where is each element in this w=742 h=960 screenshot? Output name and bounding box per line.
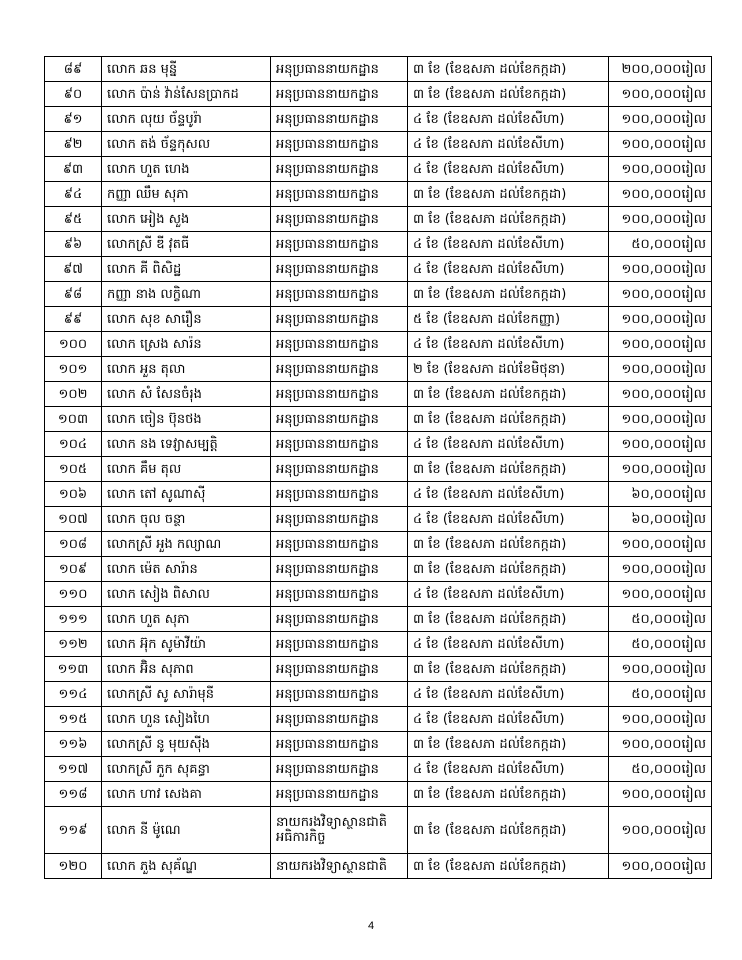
row-number: ៩៥: [45, 207, 102, 232]
duration: ៤ ខែ (ខែឧសភា ដល់ខែសីហា): [408, 507, 609, 532]
duration: ៣ ខែ (ខែឧសភា ដល់ខែកក្កដា): [408, 532, 609, 557]
amount: ១០០,០០០រៀល: [609, 257, 712, 282]
row-number: ១០៥: [45, 457, 102, 482]
duration: ៣ ខែ (ខែឧសភា ដល់ខែកក្កដា): [408, 854, 609, 879]
table-body: [45, 57, 712, 879]
table-row: [45, 457, 712, 482]
position-title: នាយករងវិទ្យាស្ថានជាតិ: [271, 854, 408, 879]
duration: ៤ ខែ (ខែឧសភា ដល់ខែសីហា): [408, 332, 609, 357]
row-number: ១១៨: [45, 782, 102, 807]
person-name: លោក គី ពិសិដ្ឋ: [102, 257, 271, 282]
person-name: លោក សៀង ពិសាល: [102, 582, 271, 607]
person-name: លោក សំ សែនចំរុង: [102, 382, 271, 407]
row-number: ១០៧: [45, 507, 102, 532]
amount: ៥០,០០០រៀល: [609, 232, 712, 257]
table-row: [45, 332, 712, 357]
row-number: ១១២: [45, 632, 102, 657]
person-name: លោក នី ម៉ូណេ: [102, 807, 271, 854]
amount: ២០០,០០០រៀល: [609, 57, 712, 82]
row-number: ៩៧: [45, 257, 102, 282]
table-row: [45, 432, 712, 457]
table-row: [45, 782, 712, 807]
person-name: កញ្ញា ឈឹម សុភា: [102, 182, 271, 207]
duration: ៣ ខែ (ខែឧសភា ដល់ខែកក្កដា): [408, 382, 609, 407]
table-row: [45, 57, 712, 82]
duration: ៣ ខែ (ខែឧសភា ដល់ខែកក្កដា): [408, 82, 609, 107]
person-name: កញ្ញា នាង លក្ខិណា: [102, 282, 271, 307]
table-row: [45, 207, 712, 232]
person-name: លោក នង ទេវ្យាសម្បត្តិ: [102, 432, 271, 457]
amount: ១០០,០០០រៀល: [609, 357, 712, 382]
position-title: អនុប្រធាននាយកដ្ឋាន: [271, 632, 408, 657]
allowance-table: [44, 56, 712, 879]
amount: ៥០,០០០រៀល: [609, 607, 712, 632]
amount: ១០០,០០០រៀល: [609, 807, 712, 854]
row-number: ១០៨: [45, 532, 102, 557]
row-number: ១១៧: [45, 757, 102, 782]
person-name: លោកស្រី អួង កល្យាណ: [102, 532, 271, 557]
duration: ៣ ខែ (ខែឧសភា ដល់ខែកក្កដា): [408, 407, 609, 432]
person-name: លោក ចៀន ប៊ុនថង: [102, 407, 271, 432]
table-row: [45, 132, 712, 157]
position-title: អនុប្រធាននាយកដ្ឋាន: [271, 657, 408, 682]
position-title: អនុប្រធាននាយកដ្ឋាន: [271, 607, 408, 632]
amount: ៦០,០០០រៀល: [609, 482, 712, 507]
amount: ១០០,០០០រៀល: [609, 382, 712, 407]
person-name: លោក អៀង សួង: [102, 207, 271, 232]
amount: ១០០,០០០រៀល: [609, 307, 712, 332]
row-number: ១០៩: [45, 557, 102, 582]
person-name: លោក ចុល ចន្ថា: [102, 507, 271, 532]
amount: ១០០,០០០រៀល: [609, 207, 712, 232]
row-number: ៩៣: [45, 157, 102, 182]
position-title: អនុប្រធាននាយកដ្ឋាន: [271, 557, 408, 582]
row-number: ១១០: [45, 582, 102, 607]
amount: ១០០,០០០រៀល: [609, 532, 712, 557]
person-name: លោកស្រី សូ សារ៉ាមុនី: [102, 682, 271, 707]
amount: ១០០,០០០រៀល: [609, 182, 712, 207]
duration: ៤ ខែ (ខែឧសភា ដល់ខែសីហា): [408, 757, 609, 782]
position-title: អនុប្រធាននាយកដ្ឋាន: [271, 157, 408, 182]
duration: ៤ ខែ (ខែឧសភា ដល់ខែសីហា): [408, 107, 609, 132]
row-number: ១០៤: [45, 432, 102, 457]
duration: ៣ ខែ (ខែឧសភា ដល់ខែកក្កដា): [408, 807, 609, 854]
amount: ១០០,០០០រៀល: [609, 854, 712, 879]
position-title: អនុប្រធាននាយកដ្ឋាន: [271, 757, 408, 782]
person-name: លោក ហាវ សេងគា: [102, 782, 271, 807]
table-row: [45, 657, 712, 682]
table-row: [45, 732, 712, 757]
position-title: អនុប្រធាននាយកដ្ឋាន: [271, 307, 408, 332]
duration: ៤ ខែ (ខែឧសភា ដល់ខែសីហា): [408, 707, 609, 732]
duration: ៤ ខែ (ខែឧសភា ដល់ខែសីហា): [408, 157, 609, 182]
table-row: [45, 854, 712, 879]
page-number: 4: [367, 920, 375, 932]
row-number: ៩៩: [45, 307, 102, 332]
row-number: ១១៦: [45, 732, 102, 757]
table-row: [45, 307, 712, 332]
position-title: អនុប្រធាននាយកដ្ឋាន: [271, 582, 408, 607]
amount: ៥០,០០០រៀល: [609, 757, 712, 782]
position-title: អនុប្រធាននាយកដ្ឋាន: [271, 382, 408, 407]
duration: ៤ ខែ (ខែឧសភា ដល់ខែសីហា): [408, 432, 609, 457]
position-title: អនុប្រធាននាយកដ្ឋាន: [271, 482, 408, 507]
amount: ១០០,០០០រៀល: [609, 432, 712, 457]
duration: ៤ ខែ (ខែឧសភា ដល់ខែសីហា): [408, 232, 609, 257]
table-row: [45, 407, 712, 432]
person-name: លោក ស្រេង សារ៉ន: [102, 332, 271, 357]
row-number: ៩៨: [45, 282, 102, 307]
table-row: [45, 707, 712, 732]
person-name: លោក តង់ ច័ន្ទកុសល: [102, 132, 271, 157]
duration: ៣ ខែ (ខែឧសភា ដល់ខែកក្កដា): [408, 657, 609, 682]
person-name: លោក ហួត ហេង: [102, 157, 271, 182]
position-title: អនុប្រធាននាយកដ្ឋាន: [271, 132, 408, 157]
row-number: ៩៤: [45, 182, 102, 207]
table-row: [45, 357, 712, 382]
position-title: អនុប្រធាននាយកដ្ឋាន: [271, 282, 408, 307]
row-number: ១១៩: [45, 807, 102, 854]
person-name: លោក អ៊ុក សូម៉ាវីយ៉ា: [102, 632, 271, 657]
table-row: [45, 757, 712, 782]
amount: ១០០,០០០រៀល: [609, 332, 712, 357]
duration: ៣ ខែ (ខែឧសភា ដល់ខែកក្កដា): [408, 557, 609, 582]
duration: ៥ ខែ (ខែឧសភា ដល់ខែកញ្ញា): [408, 307, 609, 332]
person-name: លោក គឹម តុល: [102, 457, 271, 482]
amount: ១០០,០០០រៀល: [609, 707, 712, 732]
duration: ៣ ខែ (ខែឧសភា ដល់ខែកក្កដា): [408, 207, 609, 232]
row-number: ១១៤: [45, 682, 102, 707]
person-name: លោក ម៉េត សារ៉ាន: [102, 557, 271, 582]
duration: ៣ ខែ (ខែឧសភា ដល់ខែកក្កដា): [408, 457, 609, 482]
table-row: [45, 807, 712, 854]
person-name: លោក សុខ សារឿន: [102, 307, 271, 332]
position-title: អនុប្រធាននាយកដ្ឋាន: [271, 457, 408, 482]
position-title: អនុប្រធាននាយកដ្ឋាន: [271, 357, 408, 382]
position-title: អនុប្រធាននាយកដ្ឋាន: [271, 82, 408, 107]
table-row: [45, 182, 712, 207]
row-number: ៩០: [45, 82, 102, 107]
table-row: [45, 82, 712, 107]
table-row: [45, 557, 712, 582]
position-title: អនុប្រធាននាយកដ្ឋាន: [271, 707, 408, 732]
position-title: អនុប្រធាននាយកដ្ឋាន: [271, 507, 408, 532]
table-row: [45, 232, 712, 257]
duration: ៤ ខែ (ខែឧសភា ដល់ខែសីហា): [408, 482, 609, 507]
amount: ១០០,០០០រៀល: [609, 732, 712, 757]
person-name: លោក តៅ សូណាស៊ី: [102, 482, 271, 507]
duration: ២ ខែ (ខែឧសភា ដល់ខែមិថុនា): [408, 357, 609, 382]
amount: ១០០,០០០រៀល: [609, 407, 712, 432]
person-name: លោក អ៊ិន សុភាព: [102, 657, 271, 682]
amount: ១០០,០០០រៀល: [609, 157, 712, 182]
table-row: [45, 507, 712, 532]
row-number: ១២០: [45, 854, 102, 879]
amount: ១០០,០០០រៀល: [609, 82, 712, 107]
row-number: ១០៣: [45, 407, 102, 432]
table-row: [45, 282, 712, 307]
position-title: នាយករងវិទ្យាស្ថានជាតិ អធិការកិច្ច: [271, 807, 408, 854]
person-name: លោក ប៉ាន់ វ៉ាន់សែនប្រាកដ: [102, 82, 271, 107]
amount: ១០០,០០០រៀល: [609, 582, 712, 607]
position-title: អនុប្រធាននាយកដ្ឋាន: [271, 532, 408, 557]
position-title: អនុប្រធាននាយកដ្ឋាន: [271, 732, 408, 757]
amount: ១០០,០០០រៀល: [609, 657, 712, 682]
position-title: អនុប្រធាននាយកដ្ឋាន: [271, 407, 408, 432]
amount: ១០០,០០០រៀល: [609, 107, 712, 132]
person-name: លោក ហួត សុភា: [102, 607, 271, 632]
position-title: អនុប្រធាននាយកដ្ឋាន: [271, 257, 408, 282]
table-row: [45, 632, 712, 657]
row-number: ១១១: [45, 607, 102, 632]
position-title: អនុប្រធាននាយកដ្ឋាន: [271, 682, 408, 707]
duration: ៣ ខែ (ខែឧសភា ដល់ខែកក្កដា): [408, 607, 609, 632]
row-number: ៩២: [45, 132, 102, 157]
position-title: អនុប្រធាននាយកដ្ឋាន: [271, 182, 408, 207]
person-name: លោក ឆន មុន្នី: [102, 57, 271, 82]
row-number: ៨៩: [45, 57, 102, 82]
duration: ៤ ខែ (ខែឧសភា ដល់ខែសីហា): [408, 682, 609, 707]
amount: ១០០,០០០រៀល: [609, 782, 712, 807]
person-name: លោក លុយ ច័ន្ទបូរ៉ា: [102, 107, 271, 132]
row-number: ៩១: [45, 107, 102, 132]
amount: ១០០,០០០រៀល: [609, 557, 712, 582]
table-row: [45, 582, 712, 607]
amount: ៦០,០០០រៀល: [609, 507, 712, 532]
table-row: [45, 682, 712, 707]
position-title: អនុប្រធាននាយកដ្ឋាន: [271, 332, 408, 357]
row-number: ១០២: [45, 382, 102, 407]
person-name: លោក ភួង សុគ័ណ្ឌ: [102, 854, 271, 879]
position-title: អនុប្រធាននាយកដ្ឋាន: [271, 782, 408, 807]
table-row: [45, 532, 712, 557]
row-number: ១០០: [45, 332, 102, 357]
table-row: [45, 382, 712, 407]
table-row: [45, 107, 712, 132]
table-row: [45, 482, 712, 507]
amount: ១០០,០០០រៀល: [609, 132, 712, 157]
position-title: អនុប្រធាននាយកដ្ឋាន: [271, 432, 408, 457]
amount: ៥០,០០០រៀល: [609, 682, 712, 707]
amount: ៥០,០០០រៀល: [609, 632, 712, 657]
table-row: [45, 157, 712, 182]
position-title: អនុប្រធាននាយកដ្ឋាន: [271, 57, 408, 82]
person-name: លោកស្រី ឌី វុតធី: [102, 232, 271, 257]
person-name: លោក អួន តុលា: [102, 357, 271, 382]
row-number: ៩៦: [45, 232, 102, 257]
duration: ៣ ខែ (ខែឧសភា ដល់ខែកក្កដា): [408, 182, 609, 207]
duration: ៣ ខែ (ខែឧសភា ដល់ខែកក្កដា): [408, 782, 609, 807]
duration: ៣ ខែ (ខែឧសភា ដល់ខែកក្កដា): [408, 282, 609, 307]
duration: ៤ ខែ (ខែឧសភា ដល់ខែសីហា): [408, 582, 609, 607]
row-number: ១១៣: [45, 657, 102, 682]
person-name: លោកស្រី ភួក សុគន្ធា: [102, 757, 271, 782]
row-number: ១០១: [45, 357, 102, 382]
duration: ៤ ខែ (ខែឧសភា ដល់ខែសីហា): [408, 132, 609, 157]
duration: ៣ ខែ (ខែឧសភា ដល់ខែកក្កដា): [408, 57, 609, 82]
amount: ១០០,០០០រៀល: [609, 457, 712, 482]
table-row: [45, 257, 712, 282]
person-name: លោក ហួន សៀងហៃ: [102, 707, 271, 732]
position-title: អនុប្រធាននាយកដ្ឋាន: [271, 207, 408, 232]
position-title: អនុប្រធាននាយកដ្ឋាន: [271, 232, 408, 257]
duration: ៣ ខែ (ខែឧសភា ដល់ខែកក្កដា): [408, 732, 609, 757]
duration: ៤ ខែ (ខែឧសភា ដល់ខែសីហា): [408, 257, 609, 282]
row-number: ១០៦: [45, 482, 102, 507]
row-number: ១១៥: [45, 707, 102, 732]
table-row: [45, 607, 712, 632]
amount: ១០០,០០០រៀល: [609, 282, 712, 307]
person-name: លោកស្រី នូ មុយស៊ីង: [102, 732, 271, 757]
duration: ៤ ខែ (ខែឧសភា ដល់ខែសីហា): [408, 632, 609, 657]
position-title: អនុប្រធាននាយកដ្ឋាន: [271, 107, 408, 132]
